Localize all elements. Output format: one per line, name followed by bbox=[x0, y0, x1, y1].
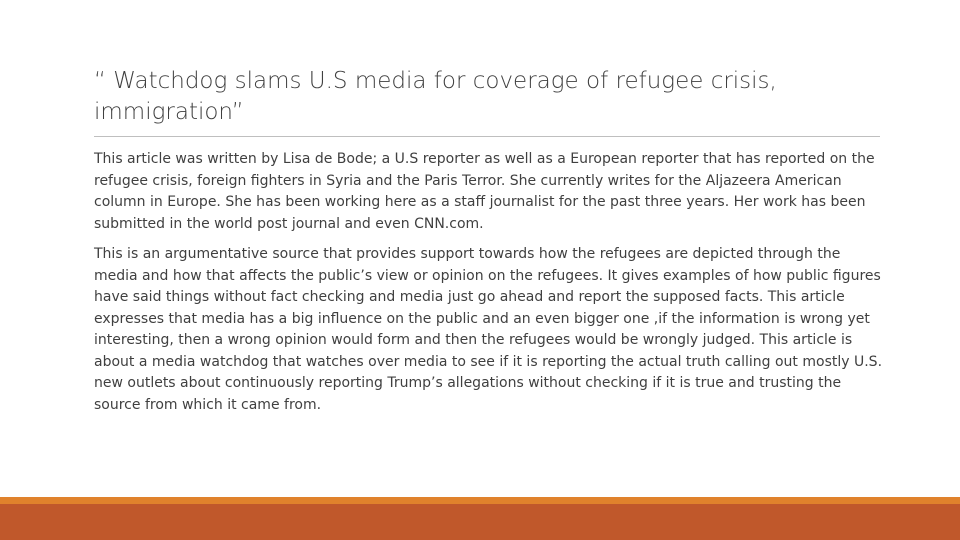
slide-body bbox=[94, 149, 884, 425]
body-paragraph-1: This article was written by Lisa de Bode; a U.S reporter as well as a European reporter that has reported on the refugee crisis, foreign fighters in Syria and the Paris Terror. She currently writes for the Aljazeera American column in Europe. She has been working here as a staff journalist for the past three years. Her work has been submitted in the world post journal and even CNN.com. bbox=[94, 151, 875, 232]
slide-title: “ Watchdog slams U.S media for coverage of refugee crisis, immigration” bbox=[94, 68, 777, 125]
title-divider bbox=[94, 136, 880, 137]
body-paragraph-2: This is an argumentative source that provides support towards how the refugees are depicted through the media and how that affects the public’s view or opinion on the refugees. It gives examples of how public figures have said things without fact checking and media just go ahead and report the supposed facts. This article expresses that media has a big influence on the public and an even bigger one ,if the information is wrong yet interesting, then a wrong opinion would form and then the refugees would be wrongly judged. This article is about a media watchdog that watches over media to see if it is reporting the actual truth calling out mostly U.S. new outlets about continuously reporting Trump’s allegations without checking if it is true and trusting the source from which it came from. bbox=[94, 246, 883, 413]
footer-band bbox=[0, 504, 960, 540]
footer-accent-stripe bbox=[0, 497, 960, 504]
